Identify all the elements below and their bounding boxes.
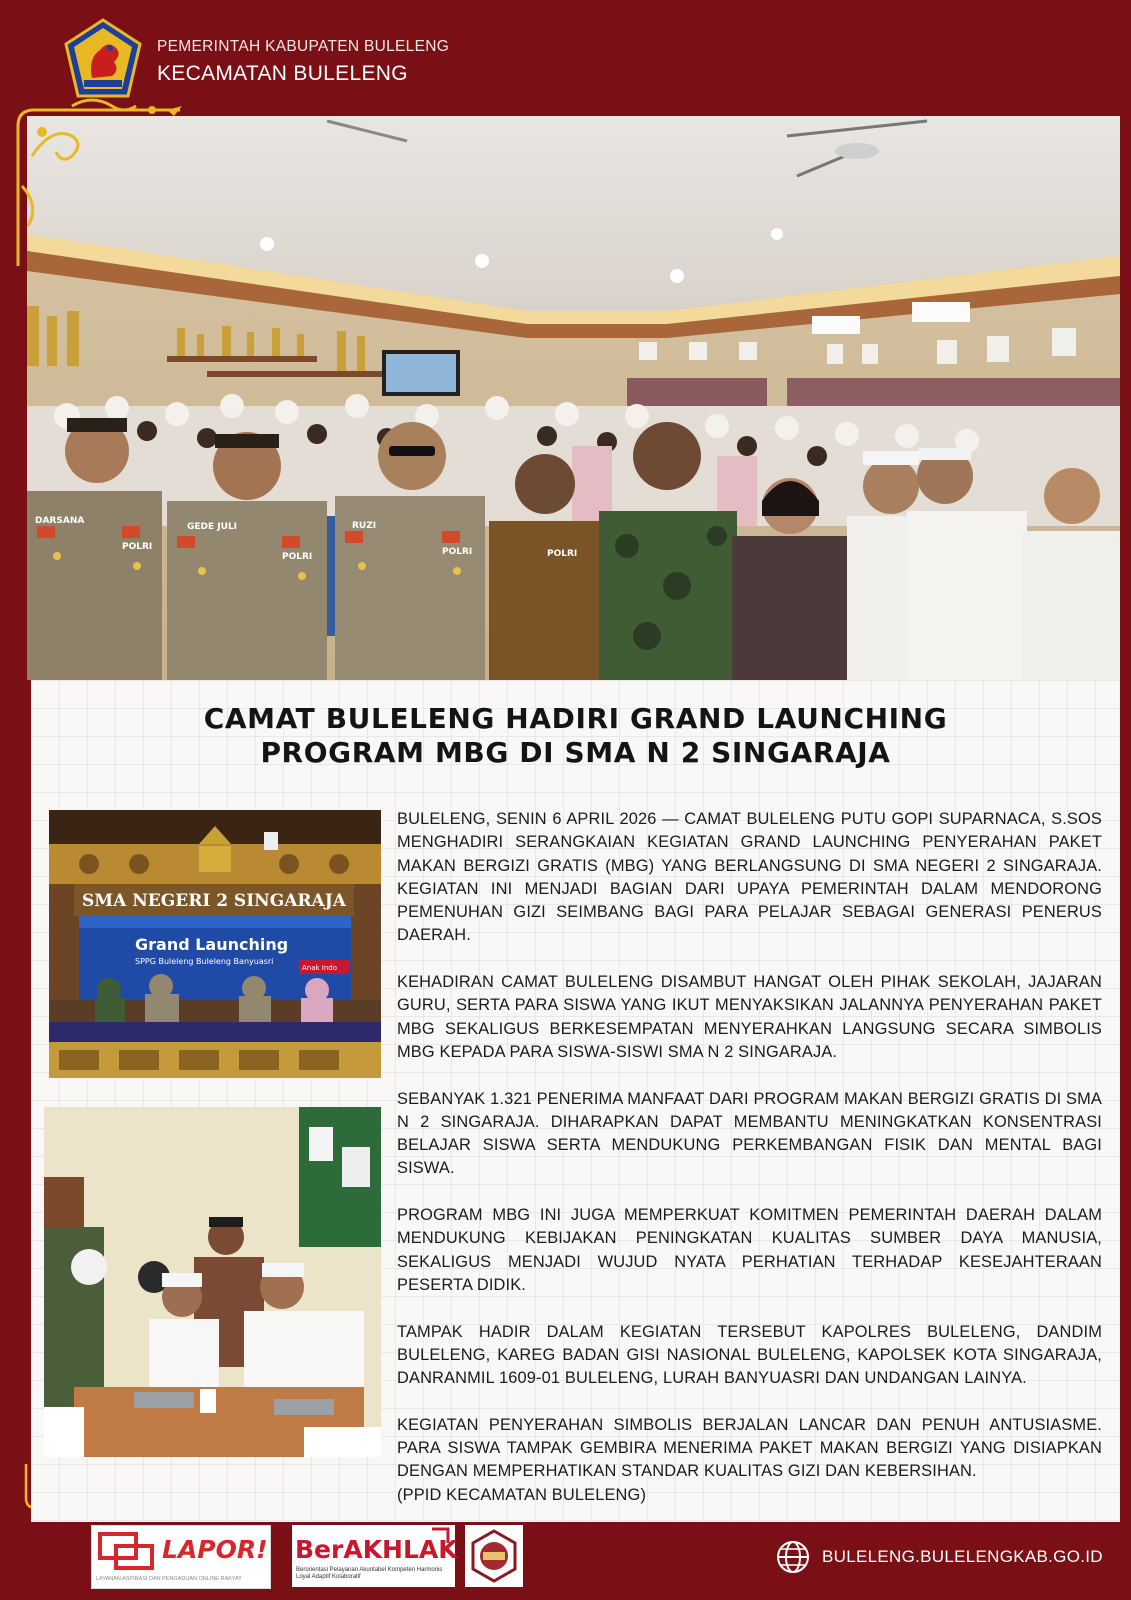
district-name: KECAMATAN BULELENG <box>157 62 408 85</box>
hero-nametag-1: DARSANA <box>35 516 85 526</box>
article-paragraph-1: BULELENG, SENIN 6 APRIL 2026 — CAMAT BULELENG PUTU GOPI SUPARNACA, S.SOS MENGHADIRI SERANGKAIAN KEGIATAN GRAND LAUNCHING PENYERAHAN PAKET MAKAN BERGIZI GRATIS (MBG) YANG BERLANGSUNG DI SMA NEGERI 2 SINGARAJA. KEGIATAN INI MENJADI BAGIAN DARI UPAYA PEMERINTAH DALAM MENDORONG PEMENUHAN GIZI SEIMBANG BAGI PARA PELAJAR SEBAGAI GENERASI PENERUS DAERAH. <box>397 810 1102 945</box>
berakhlak-badge[interactable] <box>292 1525 458 1587</box>
hero-group-photo <box>27 116 1120 680</box>
berakhlak-subtitle: Berorientasi Pelayanan Akuntabel Kompeten Harmonis Loyal Adaptif Kolaboratif <box>296 1567 443 1580</box>
corner-ornament-top-left <box>12 96 184 272</box>
hero-label-4: POLRI <box>547 549 578 559</box>
article-paragraph-4: PROGRAM MBG INI JUGA MEMPERKUAT KOMITMEN PEMERINTAH DAERAH DALAM MENDUKUNG KEBIJAKAN PENINGKATAN KUALITAS SUMBER DAYA MANUSIA, SEKALIGUS MENJADI WUJUD NYATA PERHATIAN TERHADAP KESEJAHTERAAN PESERTA DIDIK. <box>397 1206 1102 1294</box>
hero-label-3: POLRI <box>442 547 473 557</box>
article-credit: (PPID KECAMATAN BULELENG) <box>397 1485 647 1504</box>
hero-nametag-2: GEDE JULI <box>187 522 238 532</box>
hero-label-2: POLRI <box>282 552 313 562</box>
school-sign: SMA NEGERI 2 SINGARAJA <box>82 891 346 911</box>
hero-label-1: POLRI <box>122 542 153 552</box>
article-panel <box>31 680 1120 1522</box>
lapor-badge[interactable] <box>91 1525 271 1589</box>
banner-subtitle: SPPG Buleleng Buleleng Banyuasri <box>135 957 274 966</box>
article-paragraph-2: KEHADIRAN CAMAT BULELENG DISAMBUT HANGAT OLEH PIHAK SEKOLAH, JAJARAN GURU, SERTA PARA SISWA YANG IKUT MENYAKSIKAN JALANNYA PENYERAHAN PAKET MBG SEKALIGUS BERKESEMPATAN MENYERAHKAN LANGSUNG SECARA SIMBOLIS MBG KEPADA PARA SISWA-SISWI SMA N 2 SINGARAJA. <box>397 973 1102 1061</box>
website-link[interactable]: BULELENG.BULELENGKAB.GO.ID <box>822 1547 1103 1566</box>
article-paragraph-3: SEBANYAK 1.321 PENERIMA MANFAAT DARI PROGRAM MAKAN BERGIZI GRATIS DI SMA N 2 SINGARAJA. DIHARAPKAN DAPAT MEMBANTU MENINGKATKAN KONSENTRASI BELAJAR SISWA SERTA MENDUKUNG PERKEMBANGAN FISIK DAN MENTAL BAGI SISWA. <box>397 1089 1102 1178</box>
emblem-badge[interactable] <box>465 1525 523 1587</box>
banner-tag: Anak Indo <box>302 964 338 972</box>
lapor-label: LAPOR! <box>162 1535 268 1564</box>
buleleng-emblem-icon <box>64 18 142 100</box>
students-photo <box>44 1107 381 1457</box>
article-body <box>397 808 1102 1507</box>
article-title-line2: PROGRAM MBG DI SMA N 2 SINGARAJA <box>260 736 891 769</box>
article-paragraph-5: TAMPAK HADIR DALAM KEGIATAN TERSEBUT KAPOLRES BULELENG, DANDIM BULELENG, KAREG BADAN GISI NASIONAL BULELENG, KAPOLSEK KOTA SINGARAJA, DANRANMIL 1609-01 BULELENG, LURAH BANYUASRI DAN UNDANGAN LAINYA. <box>397 1322 1102 1388</box>
article-title <box>31 702 1120 770</box>
emblem-seal-icon <box>465 1525 523 1587</box>
article-paragraph-6: KEGIATAN PENYERAHAN SIMBOLIS BERJALAN LANCAR DAN PENUH ANTUSIASME. PARA SISWA TAMPAK GEMBIRA MENERIMA PAKET MAKAN BERGIZI YANG DISIAPKAN DENGAN MEMPERHATIKAN STANDAR KUALITAS GIZI DAN KEBERSIHAN. <box>397 1415 1102 1481</box>
lapor-logo-icon <box>98 1532 158 1572</box>
globe-icon <box>776 1540 810 1574</box>
grand-launching-photo <box>49 810 381 1078</box>
page-footer <box>0 1522 1131 1600</box>
government-name: PEMERINTAH KABUPATEN BULELENG <box>157 38 450 55</box>
berakhlak-label: BerAKHLAK <box>295 1535 458 1564</box>
hero-nametag-3: RUZI <box>352 521 377 531</box>
banner-title: Grand Launching <box>135 935 289 954</box>
lapor-subtitle: LAYANAN ASPIRASI DAN PENGADUAN ONLINE RAKYAT <box>96 1576 242 1582</box>
article-title-line1: CAMAT BULELENG HADIRI GRAND LAUNCHING <box>203 702 948 735</box>
